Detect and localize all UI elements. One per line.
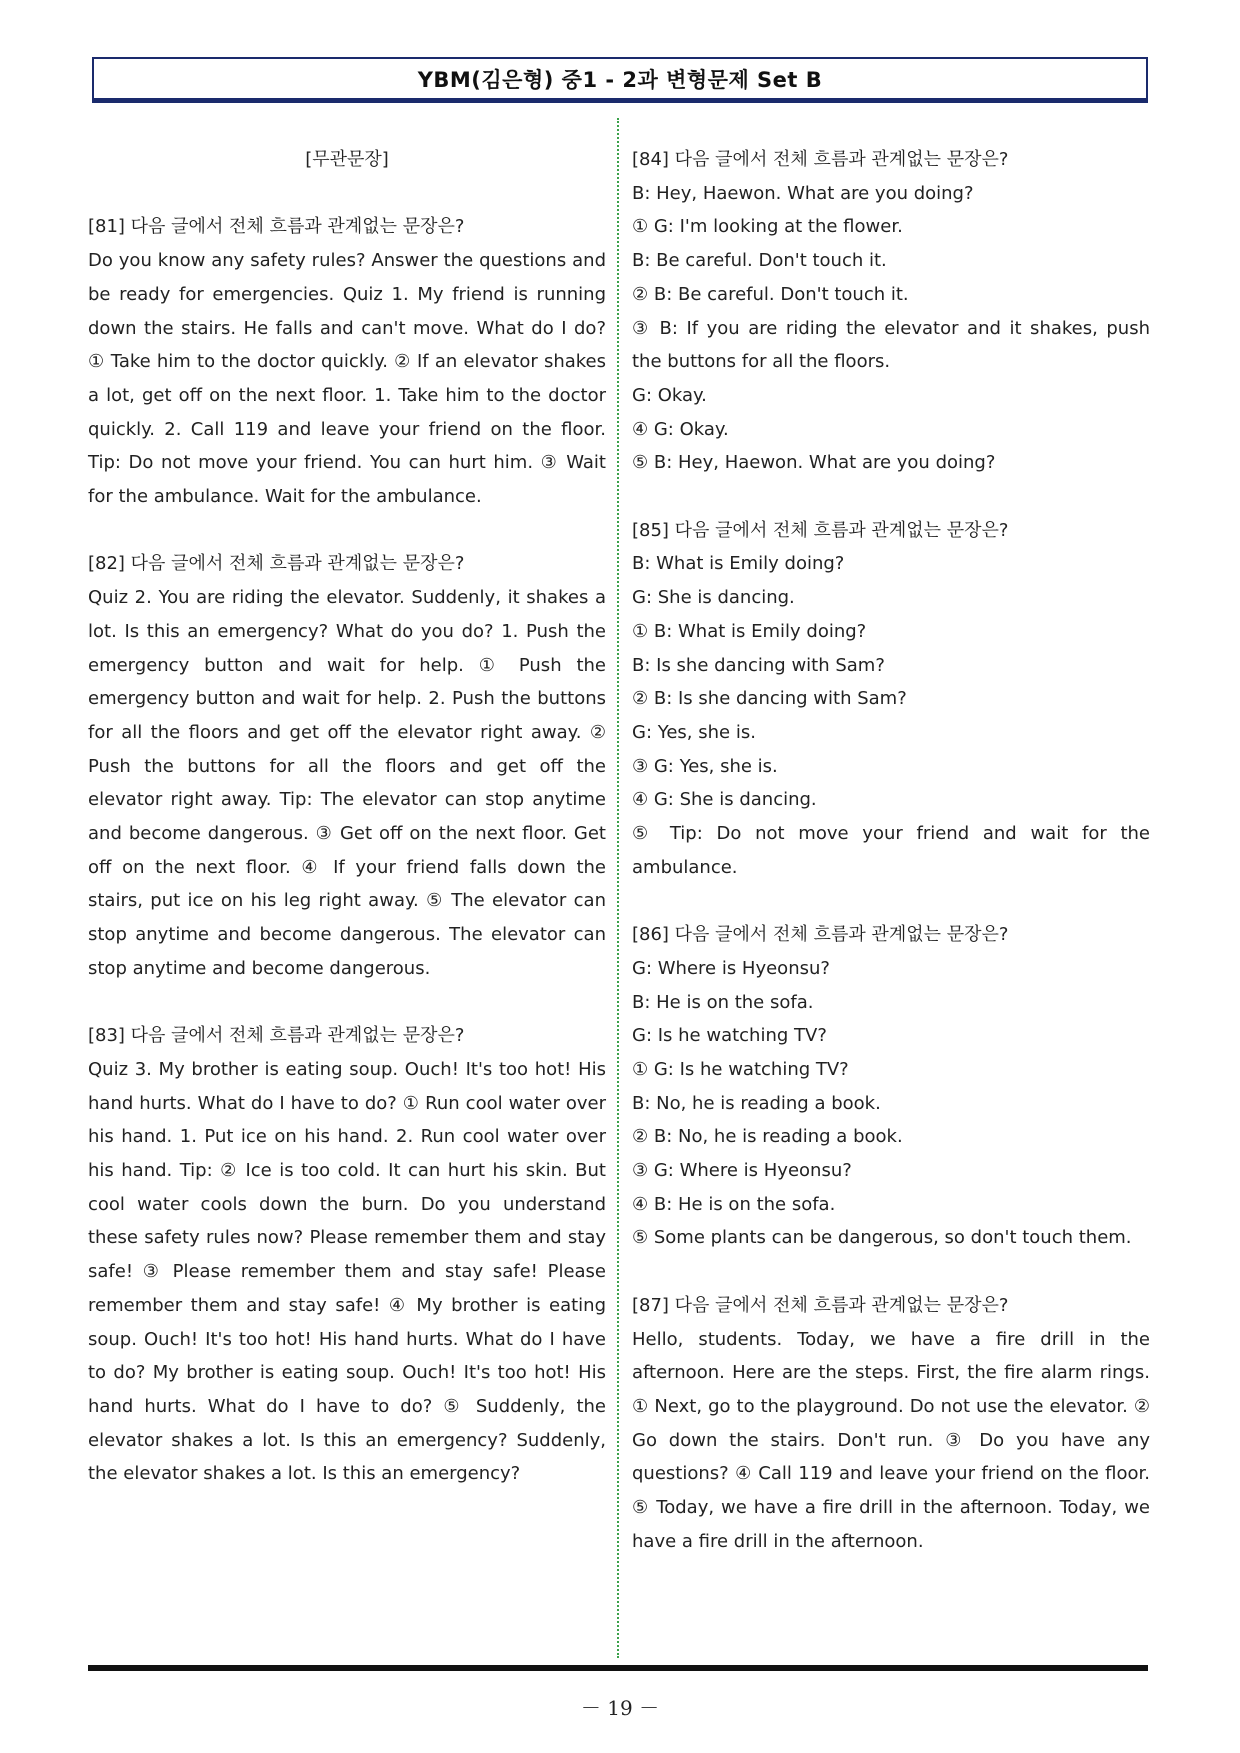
question-84 [632,143,1150,480]
question-82 [88,547,606,985]
dialogue-line: B: Be careful. Don't touch it. [632,250,887,272]
dialogue-line: G: Where is Hyeonsu? [632,957,830,979]
dialogue-line: ③ G: Where is Hyeonsu? [632,1160,852,1182]
question-83 [88,1019,606,1491]
question-heading: [81] 다음 글에서 전체 흐름과 관계없는 문장은? [88,216,465,238]
dialogue-line: ② B: Is she dancing with Sam? [632,688,907,710]
page-header [92,57,1148,103]
question-87 [632,1289,1150,1559]
question-heading: [87] 다음 글에서 전체 흐름과 관계없는 문장은? [632,1294,1009,1316]
dialogue-line: B: Is she dancing with Sam? [632,654,885,676]
question-heading: [82] 다음 글에서 전체 흐름과 관계없는 문장은? [88,553,465,575]
dialogue-line: ③ G: Yes, she is. [632,755,778,777]
dialogue-line: ② B: No, he is reading a book. [632,1126,903,1148]
question-81 [88,210,606,513]
right-column [632,143,1150,1558]
question-body: Hello, students. Today, we have a fire drill in the afternoon. Here are the steps. First, the fire alarm rings. ① Next, go to the playground. Do not use the elevator. ② Go down the stairs. Don't run. ③ Do you have any questions? ④ Call 119 and leave your friend on the floor. ⑤ Today, we have a fire drill in the afternoon. Today, we have a fire drill in the afternoon. [632,1328,1150,1552]
question-heading: [86] 다음 글에서 전체 흐름과 관계없는 문장은? [632,924,1009,946]
section-label: [무관문장] [305,149,389,170]
dialogue-line: ⑤ Some plants can be dangerous, so don't touch them. [632,1227,1132,1249]
dialogue-line: ③ B: If you are riding the elevator and it shakes, push the buttons for all the floors. [632,317,1150,373]
question-body: Quiz 2. You are riding the elevator. Suddenly, it shakes a lot. Is this an emergency? What do you do? 1. Push the emergency button and wait for help. ① Push the emergency button and wait for help. 2. Push the buttons for all the floors and get off the elevator right away. ② Push the buttons for all the floors and get off the elevator right away. Tip: The elevator can stop anytime and become dangerous. ③ Get off on the next floor. Get off on the next floor. ④ If your friend falls down the stairs, put ice on his leg right away. ⑤ The elevator can stop anytime and become dangerous. The elevator can stop anytime and become dangerous. [88,587,606,979]
dialogue-line: G: Yes, she is. [632,721,756,743]
dialogue-line: ① G: Is he watching TV? [632,1058,849,1080]
dialogue-line: G: She is dancing. [632,587,795,609]
left-column [88,143,606,1491]
dialogue-line: ⑤ B: Hey, Haewon. What are you doing? [632,452,996,474]
question-86 [632,918,1150,1255]
page-title: YBM(김은형) 중1 - 2과 변형문제 Set B [417,67,823,92]
question-body: Do you know any safety rules? Answer the questions and be ready for emergencies. Quiz 1. My friend is running down the stairs. He falls and can't move. What do I do? ① Take him to the doctor quickly. ② If an elevator shakes a lot, get off on the next floor. 1. Take him to the doctor quickly. 2. Call 119 and leave your friend on the floor. Tip: Do not move your friend. You can hurt him. ③ Wait for the ambulance. Wait for the ambulance. [88,250,606,508]
question-body: Quiz 3. My brother is eating soup. Ouch! It's too hot! His hand hurts. What do I have to do? ① Run cool water over his hand. 1. Put ice on his hand. 2. Run cool water over his hand. Tip: ② Ice is too cold. It can hurt his skin. But cool water cools down the burn. Do you understand these safety rules now? Please remember them and stay safe! ③ Please remember them and stay safe! Please remember them and stay safe! ④ My brother is eating soup. Ouch! It's too hot! His hand hurts. What do I have to do? My brother is eating soup. Ouch! It's too hot! His hand hurts. What do I have to do? ⑤ Suddenly, the elevator shakes a lot. Is this an emergency? Suddenly, the elevator shakes a lot. Is this an emergency? [88,1058,606,1485]
dialogue-line: B: Hey, Haewon. What are you doing? [632,182,974,204]
dialogue-line: G: Is he watching TV? [632,1025,827,1047]
dialogue-line: ② B: Be careful. Don't touch it. [632,283,909,305]
dialogue-line: B: He is on the sofa. [632,991,814,1013]
dialogue-line: ④ B: He is on the sofa. [632,1193,836,1215]
page-number: － 19 － [580,1696,660,1720]
dialogue-line: ① G: I'm looking at the flower. [632,216,903,238]
question-heading: [84] 다음 글에서 전체 흐름과 관계없는 문장은? [632,149,1009,170]
dialogue-line: ① B: What is Emily doing? [632,620,867,642]
dialogue-line: ⑤ Tip: Do not move your friend and wait for the ambulance. [632,823,1150,878]
question-heading: [83] 다음 글에서 전체 흐름과 관계없는 문장은? [88,1025,465,1047]
dialogue-line: G: Okay. [632,384,707,406]
footer-rule [88,1665,1148,1671]
dialogue-line: B: What is Emily doing? [632,553,845,575]
question-heading: [85] 다음 글에서 전체 흐름과 관계없는 문장은? [632,519,1009,541]
dialogue-line: ④ G: Okay. [632,418,729,440]
dialogue-line: B: No, he is reading a book. [632,1092,881,1114]
question-85 [632,514,1150,885]
dialogue-line: ④ G: She is dancing. [632,789,817,811]
column-divider [617,118,619,1658]
